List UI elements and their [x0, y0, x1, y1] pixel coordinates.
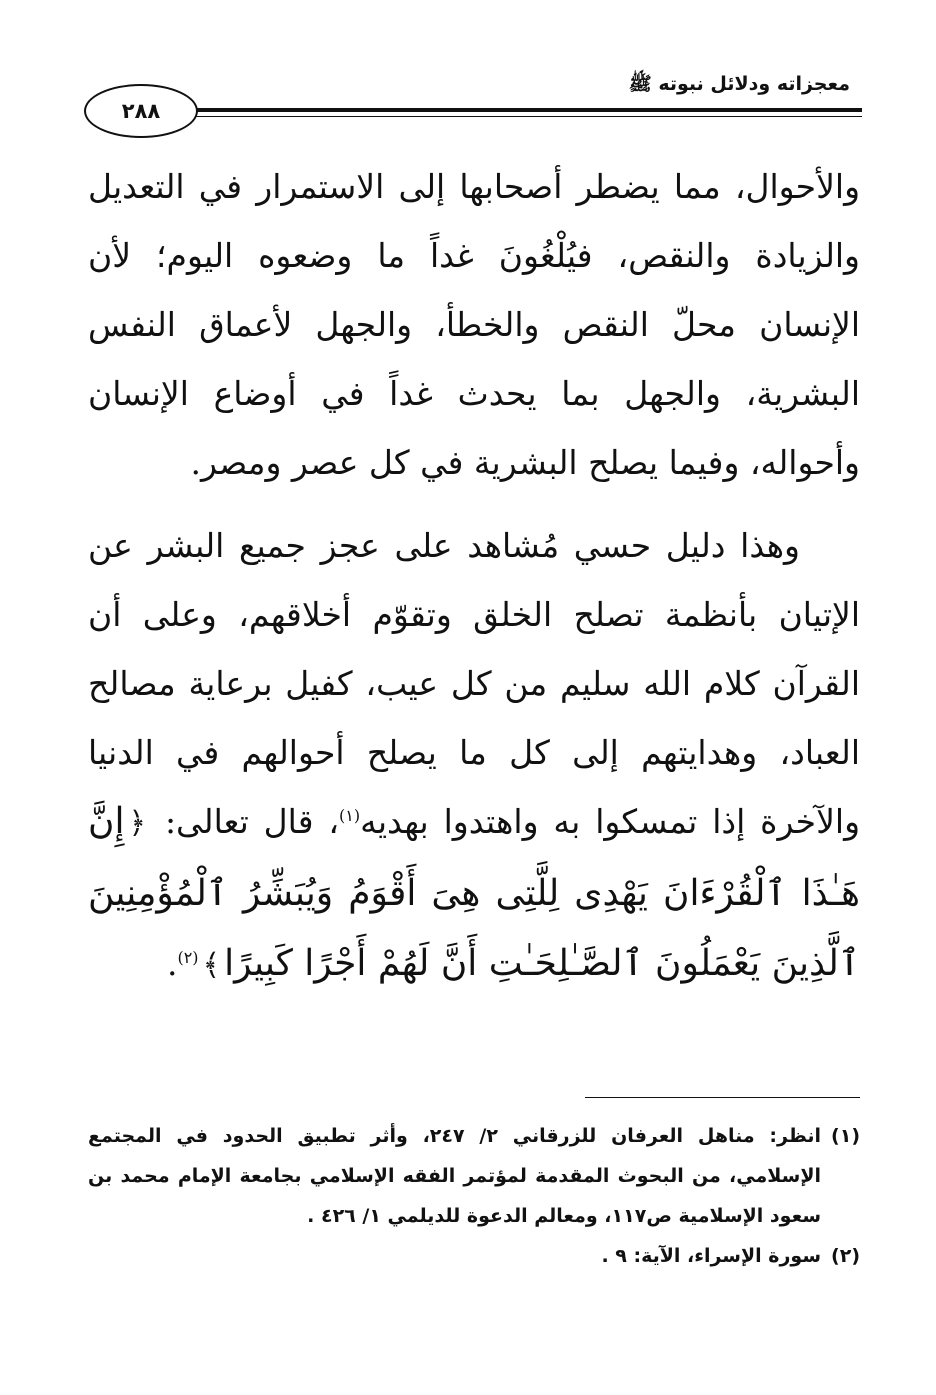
- footnote-reference: (٢): [177, 948, 199, 967]
- main-text: [88, 152, 860, 1001]
- quran-open-bracket: ﴿: [128, 806, 147, 841]
- paragraph: والأحوال، مما يضطر أصحابها إلى الاستمرار في التعديل والزيادة والنقص، فيُلْغُونَ غداً ما وضعوه اليوم؛ لأن الإنسان محلّ النقص والخطأ، والجهل لأعماق النفس البشرية، والجهل بما يحدث غداً في أوضاع الإنسان وأحواله، وفيما يصلح البشرية في كل عصر ومصر.: [88, 167, 860, 482]
- footnote-text: سورة الإسراء، الآية: ٩ .: [601, 1245, 822, 1267]
- paragraph-text: ، قال تعالى:: [164, 802, 340, 841]
- footnotes: [88, 1116, 860, 1276]
- footnote: [88, 1116, 860, 1236]
- footnote: [88, 1236, 860, 1276]
- header-rule-thick: [86, 108, 862, 112]
- footnote-text: انظر: مناهل العرفان للزرقاني ٢/ ٢٤٧، وأثر تطبيق الحدود في المجتمع الإسلامي، من البحوث المقدمة لمؤتمر الفقه الإسلامي بجامعة الإمام محمد بن سعود الإسلامية ص١١٧، ومعالم الدعوة للديلمي ١/ ٤٢٦ .: [88, 1125, 822, 1227]
- running-title: معجزاته ودلائل نبوته ﷺ: [628, 73, 850, 95]
- header-rule-thin: [86, 116, 862, 117]
- footnote-number: (٢): [831, 1245, 860, 1267]
- quran-close-bracket: ﴾: [202, 948, 221, 983]
- paragraph: [88, 511, 860, 1001]
- footnote-reference: (١): [339, 806, 361, 825]
- quran-verse: إِنَّ هَـٰذَا ٱلْقُرْءَانَ يَهْدِى لِلَّتِى هِىَ أَقْوَمُ وَيُبَشِّرُ ٱلْمُؤْمِنِينَ ٱلَّذِينَ يَعْمَلُونَ ٱلصَّـٰلِحَـٰتِ أَنَّ لَهُمْ أَجْرًا كَبِيرًا: [88, 801, 860, 984]
- footnote-separator: [585, 1097, 860, 1098]
- footnote-number: (١): [831, 1125, 860, 1147]
- page-header: [86, 62, 862, 142]
- end-mark: .: [166, 944, 178, 983]
- page-number: ٢٨٨: [84, 84, 198, 138]
- paragraph-text: وهذا دليل حسي مُشاهد على عجز جميع البشر عن الإتيان بأنظمة تصلح الخلق وتقوّم أخلاقهم، وعلى أن القرآن كلام الله سليم من كل عيب، كفيل برعاية مصالح العباد، وهدايتهم إلى كل ما يصلح أحوالهم في الدنيا والآخرة إذا تمسكوا به واهتدوا بهديه: [88, 526, 860, 841]
